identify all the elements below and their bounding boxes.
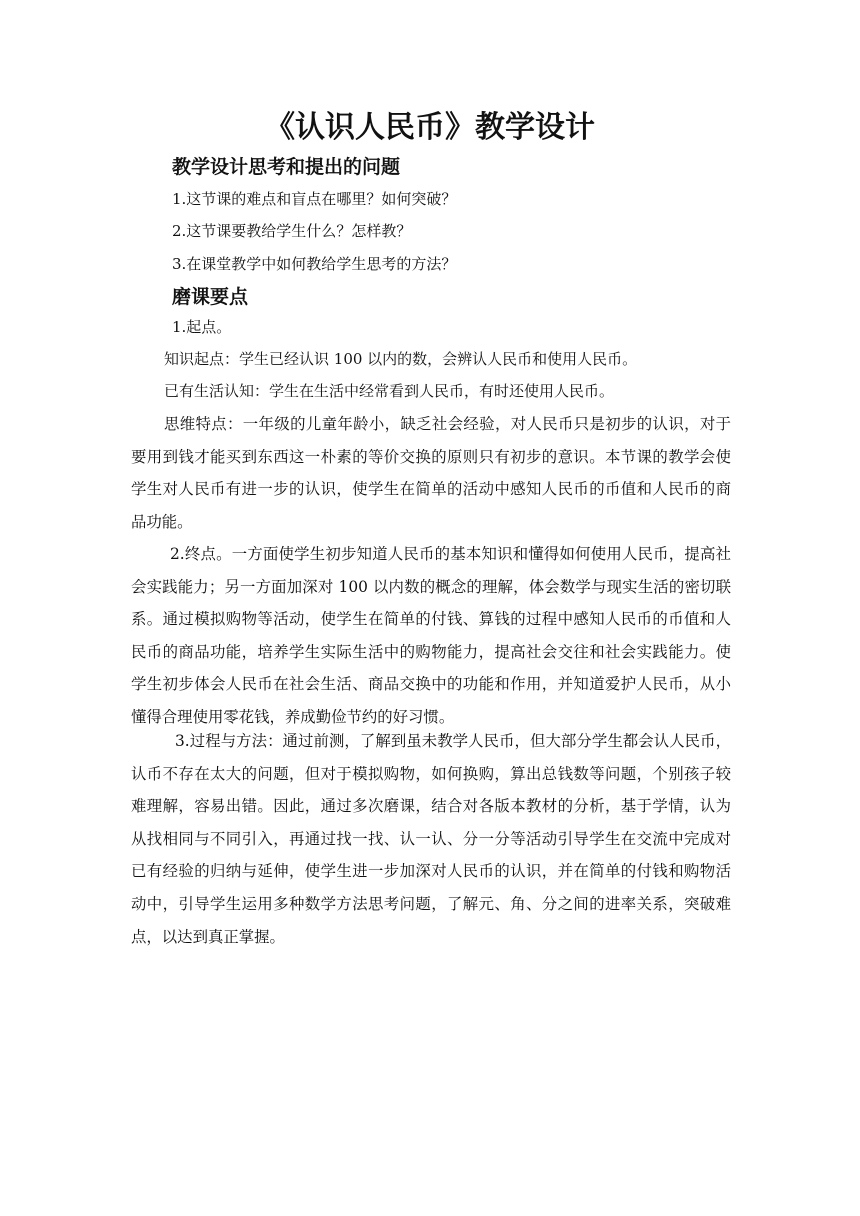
- process-method-paragraph: 3.过程与方法：通过前测，了解到虽未教学人民币，但大部分学生都会认人民币，认币不存在太大的问题，但对于模拟购物，如何换购，算出总钱数等问题，个别孩子较难理解，容易出错。因此，通过多次磨课，结合对各版本教材的分析，基于学情，认为从找相同与不同引入，再通过找一找、认一认、分一分等活动引导学生在交流中完成对已有经验的归纳与延伸，使学生进一步加深对人民币的认识，并在简单的付钱和购物活动中，引导学生运用多种数学方法思考问题，了解元、角、分之间的进率关系，突破难点，以达到真正掌握。: [131, 732, 731, 946]
- point-startpoint-label: 1.起点。: [172, 318, 232, 336]
- document-title: 《认识人民币》教学设计: [265, 110, 595, 145]
- question-item: 2.这节课要教给学生什么？怎样教？: [172, 222, 412, 240]
- section-heading-questions: 教学设计思考和提出的问题: [172, 156, 401, 178]
- question-item: 3.在课堂教学中如何教给学生思考的方法？: [172, 255, 457, 273]
- endpoint-paragraph: 2.终点。一方面使学生初步知道人民币的基本知识和懂得如何使用人民币，提高社会实践能力；另一方面加深对 100 以内数的概念的理解，体会数学与现实生活的密切联系。通过模拟购物等活动，使学生在简单的付钱、算钱的过程中感知人民币的币值和人民币的商品功能，培养学生实际生活中的购物能力，提高社会交往和社会实践能力。使学生初步体会人民币在社会生活、商品交换中的功能和作用，并知道爱护人民币，从小懂得合理使用零花钱，养成勤俭节约的好习惯。: [131, 545, 731, 726]
- thinking-traits-paragraph: 思维特点：一年级的儿童年龄小，缺乏社会经验，对人民币只是初步的认识，对于要用到钱才能买到东西这一朴素的等价交换的原则只有初步的意识。本节课的教学会使学生对人民币有进一步的认识，使学生在简单的活动中感知人民币的币值和人民币的商品功能。: [131, 415, 731, 531]
- section-heading-key-points: 磨课要点: [172, 286, 249, 308]
- knowledge-start-line: 知识起点：学生已经认识 100 以内的数，会辨认人民币和使用人民币。: [164, 350, 638, 368]
- life-experience-line: 已有生活认知：学生在生活中经常看到人民币，有时还使用人民币。: [164, 382, 615, 400]
- question-item: 1.这节课的难点和盲点在哪里？如何突破？: [172, 190, 457, 208]
